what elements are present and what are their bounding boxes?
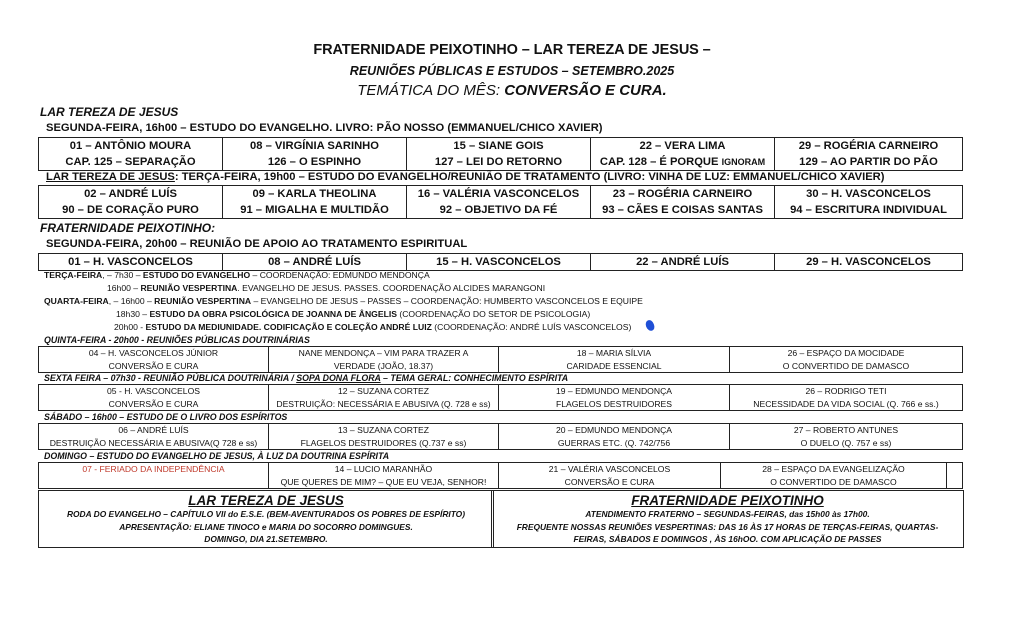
topic <box>591 154 774 170</box>
table-cell <box>730 385 963 411</box>
schedule-time: 7h30 – <box>114 270 143 280</box>
sunday-heading: DOMINGO – ESTUDO DO EVANGELHO DE JESUS, À LUZ DA DOUTRINA ESPÍRITA <box>44 451 390 461</box>
friday-heading-b: – TEMA GERAL: CONHECIMENTO ESPÍRITA <box>380 373 569 383</box>
footer-frat-box <box>491 490 964 548</box>
friday-heading-underlined: SOPA DONA FLORA <box>296 373 381 383</box>
topic-small: IGNORAM <box>721 157 766 167</box>
table-row <box>39 385 963 411</box>
schedule-time: 18h30 – <box>116 309 150 319</box>
thursday-heading: QUINTA-FEIRA - 20h00 - REUNIÕES PÚBLICAS DOUTRINÁRIAS <box>44 335 310 345</box>
saturday-heading: SÁBADO – 16h00 – ESTUDO DE O LIVRO DOS ESPÍRITOS <box>44 412 288 422</box>
speaker: NANE MENDONÇA – VIM PARA TRAZER A <box>298 348 469 358</box>
topic: 126 – O ESPINHO <box>267 156 362 168</box>
topic: CONVERSÃO E CURA <box>108 398 199 409</box>
speaker: 06 – ANDRÉ LUÍS <box>118 425 189 435</box>
frat-section-title: FRATERNIDADE PEIXOTINHO: <box>40 221 216 235</box>
footer-frat-title: FRATERNIDADE PEIXOTINHO <box>631 493 824 508</box>
speaker: 28 – ESPAÇO DA EVANGELIZAÇÃO <box>762 464 905 474</box>
schedule-detail: . EVANGELHO DE JESUS. PASSES. COORDENAÇÃO ALCIDES MARANGONI <box>237 283 546 293</box>
speaker: 23 – ROGÉRIA CARNEIRO <box>612 188 753 200</box>
table-cell <box>39 138 223 171</box>
lar-tuesday-prefix: LAR TEREZA DE JESUS <box>46 171 175 183</box>
topic: DESTRUIÇÃO NECESSÁRIA E ABUSIVA(Q 728 e ss) <box>49 437 258 448</box>
speaker: 01 – ANTÔNIO MOURA <box>69 140 192 152</box>
footer-frat-line: FREQUENTE NOSSAS REUNIÕES VESPERTINAS: DAS 16 ÀS 17 HORAS DE TERÇAS-FEIRAS, QUARTAS- <box>516 521 939 532</box>
ink-mark <box>644 319 655 332</box>
table-cell <box>223 186 407 219</box>
speaker: 12 – SUZANA CORTEZ <box>337 386 430 396</box>
topic: 94 – ESCRITURA INDIVIDUAL <box>790 204 947 216</box>
schedule-line <box>44 296 643 306</box>
topic: CONVERSÃO E CURA <box>564 476 655 487</box>
lar-monday-heading: SEGUNDA-FEIRA, 16h00 – ESTUDO DO EVANGELHO. LIVRO: PÃO NOSSO (EMMANUEL/CHICO XAVIER) <box>46 122 603 134</box>
topic: 90 – DE CORAÇÃO PURO <box>62 204 199 216</box>
speaker: 21 – VALÉRIA VASCONCELOS <box>548 464 671 474</box>
topic: CAP. 125 – SEPARAÇÃO <box>65 156 196 168</box>
friday-heading-a: SEXTA FEIRA – 07h30 - REUNIÃO PÚBLICA DOUTRINÁRIA / <box>44 373 297 383</box>
sunday-table <box>38 462 963 489</box>
table-cell: 29 – H. VASCONCELOS <box>775 254 963 271</box>
speaker: 08 – VIRGÍNIA SARINHO <box>250 140 379 152</box>
topic: 92 – OBJETIVO DA FÉ <box>439 204 558 216</box>
schedule-time: 16h00 – <box>107 283 141 293</box>
speaker: 15 – SIANE GOIS <box>453 140 544 152</box>
frat-monday-heading: SEGUNDA-FEIRA, 20h00 – REUNIÃO DE APOIO AO TRATAMENTO ESPIRITUAL <box>46 238 468 250</box>
friday-heading <box>44 373 568 383</box>
schedule-line <box>44 270 430 280</box>
footer-frat-line: FEIRAS, SÁBADOS E DOMINGOS , ÀS 16hOO. COM APLICAÇÃO DE PASSES <box>573 534 882 544</box>
lar-tuesday-heading <box>46 171 885 183</box>
thursday-table <box>38 346 963 373</box>
topic: CARIDADE ESSENCIAL <box>566 360 662 371</box>
topic: 93 – CÃES E COISAS SANTAS <box>602 204 763 216</box>
table-cell <box>499 424 730 450</box>
speaker: 26 – ESPAÇO DA MOCIDADE <box>787 348 905 358</box>
schedule-time: 16h00 – <box>120 296 155 306</box>
holiday-label: 07 - FERIADO DA INDEPENDÊNCIA <box>82 464 225 474</box>
schedule-title: ESTUDO DA OBRA PSICOLÓGICA DE JOANNA DE ÂNGELIS <box>149 309 397 319</box>
schedule-detail: (COORDENAÇÃO DO SETOR DE PSICOLOGIA) <box>396 309 591 319</box>
table-cell: 22 – ANDRÉ LUÍS <box>591 254 775 271</box>
schedule-title: REUNIÃO VESPERTINA <box>154 296 252 306</box>
table-cell: 15 – H. VASCONCELOS <box>407 254 591 271</box>
topic: O CONVERTIDO DE DAMASCO <box>770 476 897 487</box>
topic-main: CAP. 128 – É PORQUE <box>599 156 722 168</box>
table-cell <box>407 138 591 171</box>
schedule-sep: , – <box>102 270 115 280</box>
schedule-day: TERÇA-FEIRA <box>44 270 103 280</box>
frat-monday-table <box>38 253 963 271</box>
topic: NECESSIDADE DA VIDA SOCIAL (Q. 766 e ss.) <box>753 398 939 409</box>
table-cell <box>39 463 269 489</box>
lar-tuesday-table <box>38 185 963 219</box>
table-cell <box>499 385 730 411</box>
footer-frat-line: ATENDIMENTO FRATERNO – SEGUNDAS-FEIRAS, das 15h00 às 17h00. <box>585 509 870 519</box>
footer-lar-title: LAR TEREZA DE JESUS <box>188 493 344 508</box>
table-cell <box>775 186 963 219</box>
topic: 127 – LEI DO RETORNO <box>434 156 563 168</box>
table-cell <box>39 347 269 373</box>
table-row <box>39 186 963 219</box>
table-cell <box>269 347 499 373</box>
table-cell <box>591 186 775 219</box>
table-cell: 08 – ANDRÉ LUÍS <box>223 254 407 271</box>
table-cell: 01 – H. VASCONCELOS <box>39 254 223 271</box>
table-cell <box>269 385 499 411</box>
speaker: 30 – H. VASCONCELOS <box>806 188 931 200</box>
speaker: 13 – SUZANA CORTEZ <box>337 425 430 435</box>
table-cell <box>730 424 963 450</box>
table-row <box>39 254 963 271</box>
table-cell <box>499 463 721 489</box>
topic: 129 – AO PARTIR DO PÃO <box>799 156 938 168</box>
speaker: 02 – ANDRÉ LUÍS <box>84 188 177 200</box>
speaker: 04 – H. VASCONCELOS JÚNIOR <box>88 348 219 358</box>
table-cell <box>730 347 963 373</box>
table-cell <box>269 463 499 489</box>
table-cell-empty <box>947 463 963 489</box>
theme-prefix: TEMÁTICA DO MÊS: <box>357 82 505 99</box>
saturday-table <box>38 423 963 450</box>
speaker: 14 – LUCIO MARANHÃO <box>334 464 433 474</box>
table-cell <box>39 385 269 411</box>
topic: 91 – MIGALHA E MULTIDÃO <box>240 204 389 216</box>
schedule-detail: – EVANGELHO DE JESUS – PASSES – COORDENAÇÃO: HUMBERTO VASCONCELOS E EQUIPE <box>251 296 643 306</box>
table-cell <box>39 186 223 219</box>
footer-lar-line: APRESENTAÇÃO: ELIANE TINOCO e MARIA DO SOCORRO DOMINGUES. <box>119 521 413 532</box>
speaker: 26 – RODRIGO TETI <box>805 386 887 396</box>
table-row <box>39 347 963 373</box>
table-cell <box>721 463 947 489</box>
table-row <box>39 463 963 489</box>
speaker: 18 – MARIA SÍLVIA <box>576 348 652 358</box>
schedule-detail: – COORDENAÇÃO: EDMUNDO MENDONÇA <box>250 270 430 280</box>
topic: FLAGELOS DESTRUIDORES <box>555 398 673 409</box>
footer-lar-box <box>38 490 494 548</box>
topic: O CONVERTIDO DE DAMASCO <box>782 360 910 371</box>
footer-lar-line: DOMINGO, DIA 21.SETEMBRO. <box>204 534 328 544</box>
monthly-theme <box>0 82 1024 99</box>
lar-section-title: LAR TEREZA DE JESUS <box>40 105 179 119</box>
table-cell <box>223 138 407 171</box>
schedule-detail: (COORDENAÇÃO: ANDRÉ LUÍS VASCONCELOS) <box>431 322 632 332</box>
table-row <box>39 424 963 450</box>
friday-table <box>38 384 963 411</box>
topic: FLAGELOS DESTRUIDORES (Q.737 e ss) <box>300 437 467 448</box>
footer-lar-line: RODA DO EVANGELHO – CAPÍTULO VII do E.S.E. (BEM-AVENTURADOS OS POBRES DE ESPÍRITO) <box>66 509 465 519</box>
theme-value: CONVERSÃO E CURA. <box>504 82 667 99</box>
topic: GUERRAS ETC. (Q. 742/756 <box>557 437 671 448</box>
topic: VERDADE (JOÃO, 18.37) <box>333 360 434 371</box>
schedule-sep: , – <box>108 296 121 306</box>
speaker: 19 – EDMUNDO MENDONÇA <box>555 386 673 396</box>
document-title: FRATERNIDADE PEIXOTINHO – LAR TEREZA DE JESUS – <box>313 42 711 58</box>
schedule-day: QUARTA-FEIRA <box>44 296 109 306</box>
schedule-title: ESTUDO DO EVANGELHO <box>142 270 251 280</box>
table-cell <box>407 186 591 219</box>
speaker: 09 – KARLA THEOLINA <box>252 188 377 200</box>
lar-monday-table <box>38 137 963 171</box>
schedule-line <box>114 322 631 332</box>
schedule-time: 20h00 - <box>114 322 146 332</box>
topic: CONVERSÃO E CURA <box>108 360 199 371</box>
speaker: 29 – ROGÉRIA CARNEIRO <box>798 140 939 152</box>
speaker: 22 – VERA LIMA <box>639 140 726 152</box>
table-row <box>39 138 963 171</box>
speaker: 20 – EDMUNDO MENDONÇA <box>555 425 673 435</box>
speaker: 27 – ROBERTO ANTUNES <box>793 425 899 435</box>
speaker: 05 - H. VASCONCELOS <box>107 386 200 396</box>
topic: DESTRUIÇÃO: NECESSÁRIA E ABUSIVA (Q. 728 e ss) <box>276 398 491 409</box>
schedule-title: ESTUDO DA MEDIUNIDADE. CODIFICAÇÃO E COLEÇÃO ANDRÉ LUIZ <box>145 322 432 332</box>
table-cell <box>269 424 499 450</box>
table-cell <box>499 347 730 373</box>
table-cell <box>39 424 269 450</box>
topic: O DUELO (Q. 757 e ss) <box>800 437 892 448</box>
schedule-line <box>116 309 590 319</box>
table-cell <box>591 138 775 171</box>
document-subtitle: REUNIÕES PÚBLICAS E ESTUDOS – SETEMBRO.2025 <box>349 64 675 78</box>
lar-tuesday-text: : TERÇA-FEIRA, 19h00 – ESTUDO DO EVANGELHO/REUNIÃO DE TRATAMENTO (LIVRO: VINHA DE LUZ: EMMANUEL/CHICO XAVIER) <box>174 171 885 183</box>
schedule-title: REUNIÃO VESPERTINA <box>140 283 238 293</box>
topic: QUE QUERES DE MIM? – QUE EU VEJA, SENHOR! <box>280 476 487 487</box>
table-cell <box>775 138 963 171</box>
speaker: 16 – VALÉRIA VASCONCELOS <box>417 188 580 200</box>
schedule-line <box>107 283 545 293</box>
